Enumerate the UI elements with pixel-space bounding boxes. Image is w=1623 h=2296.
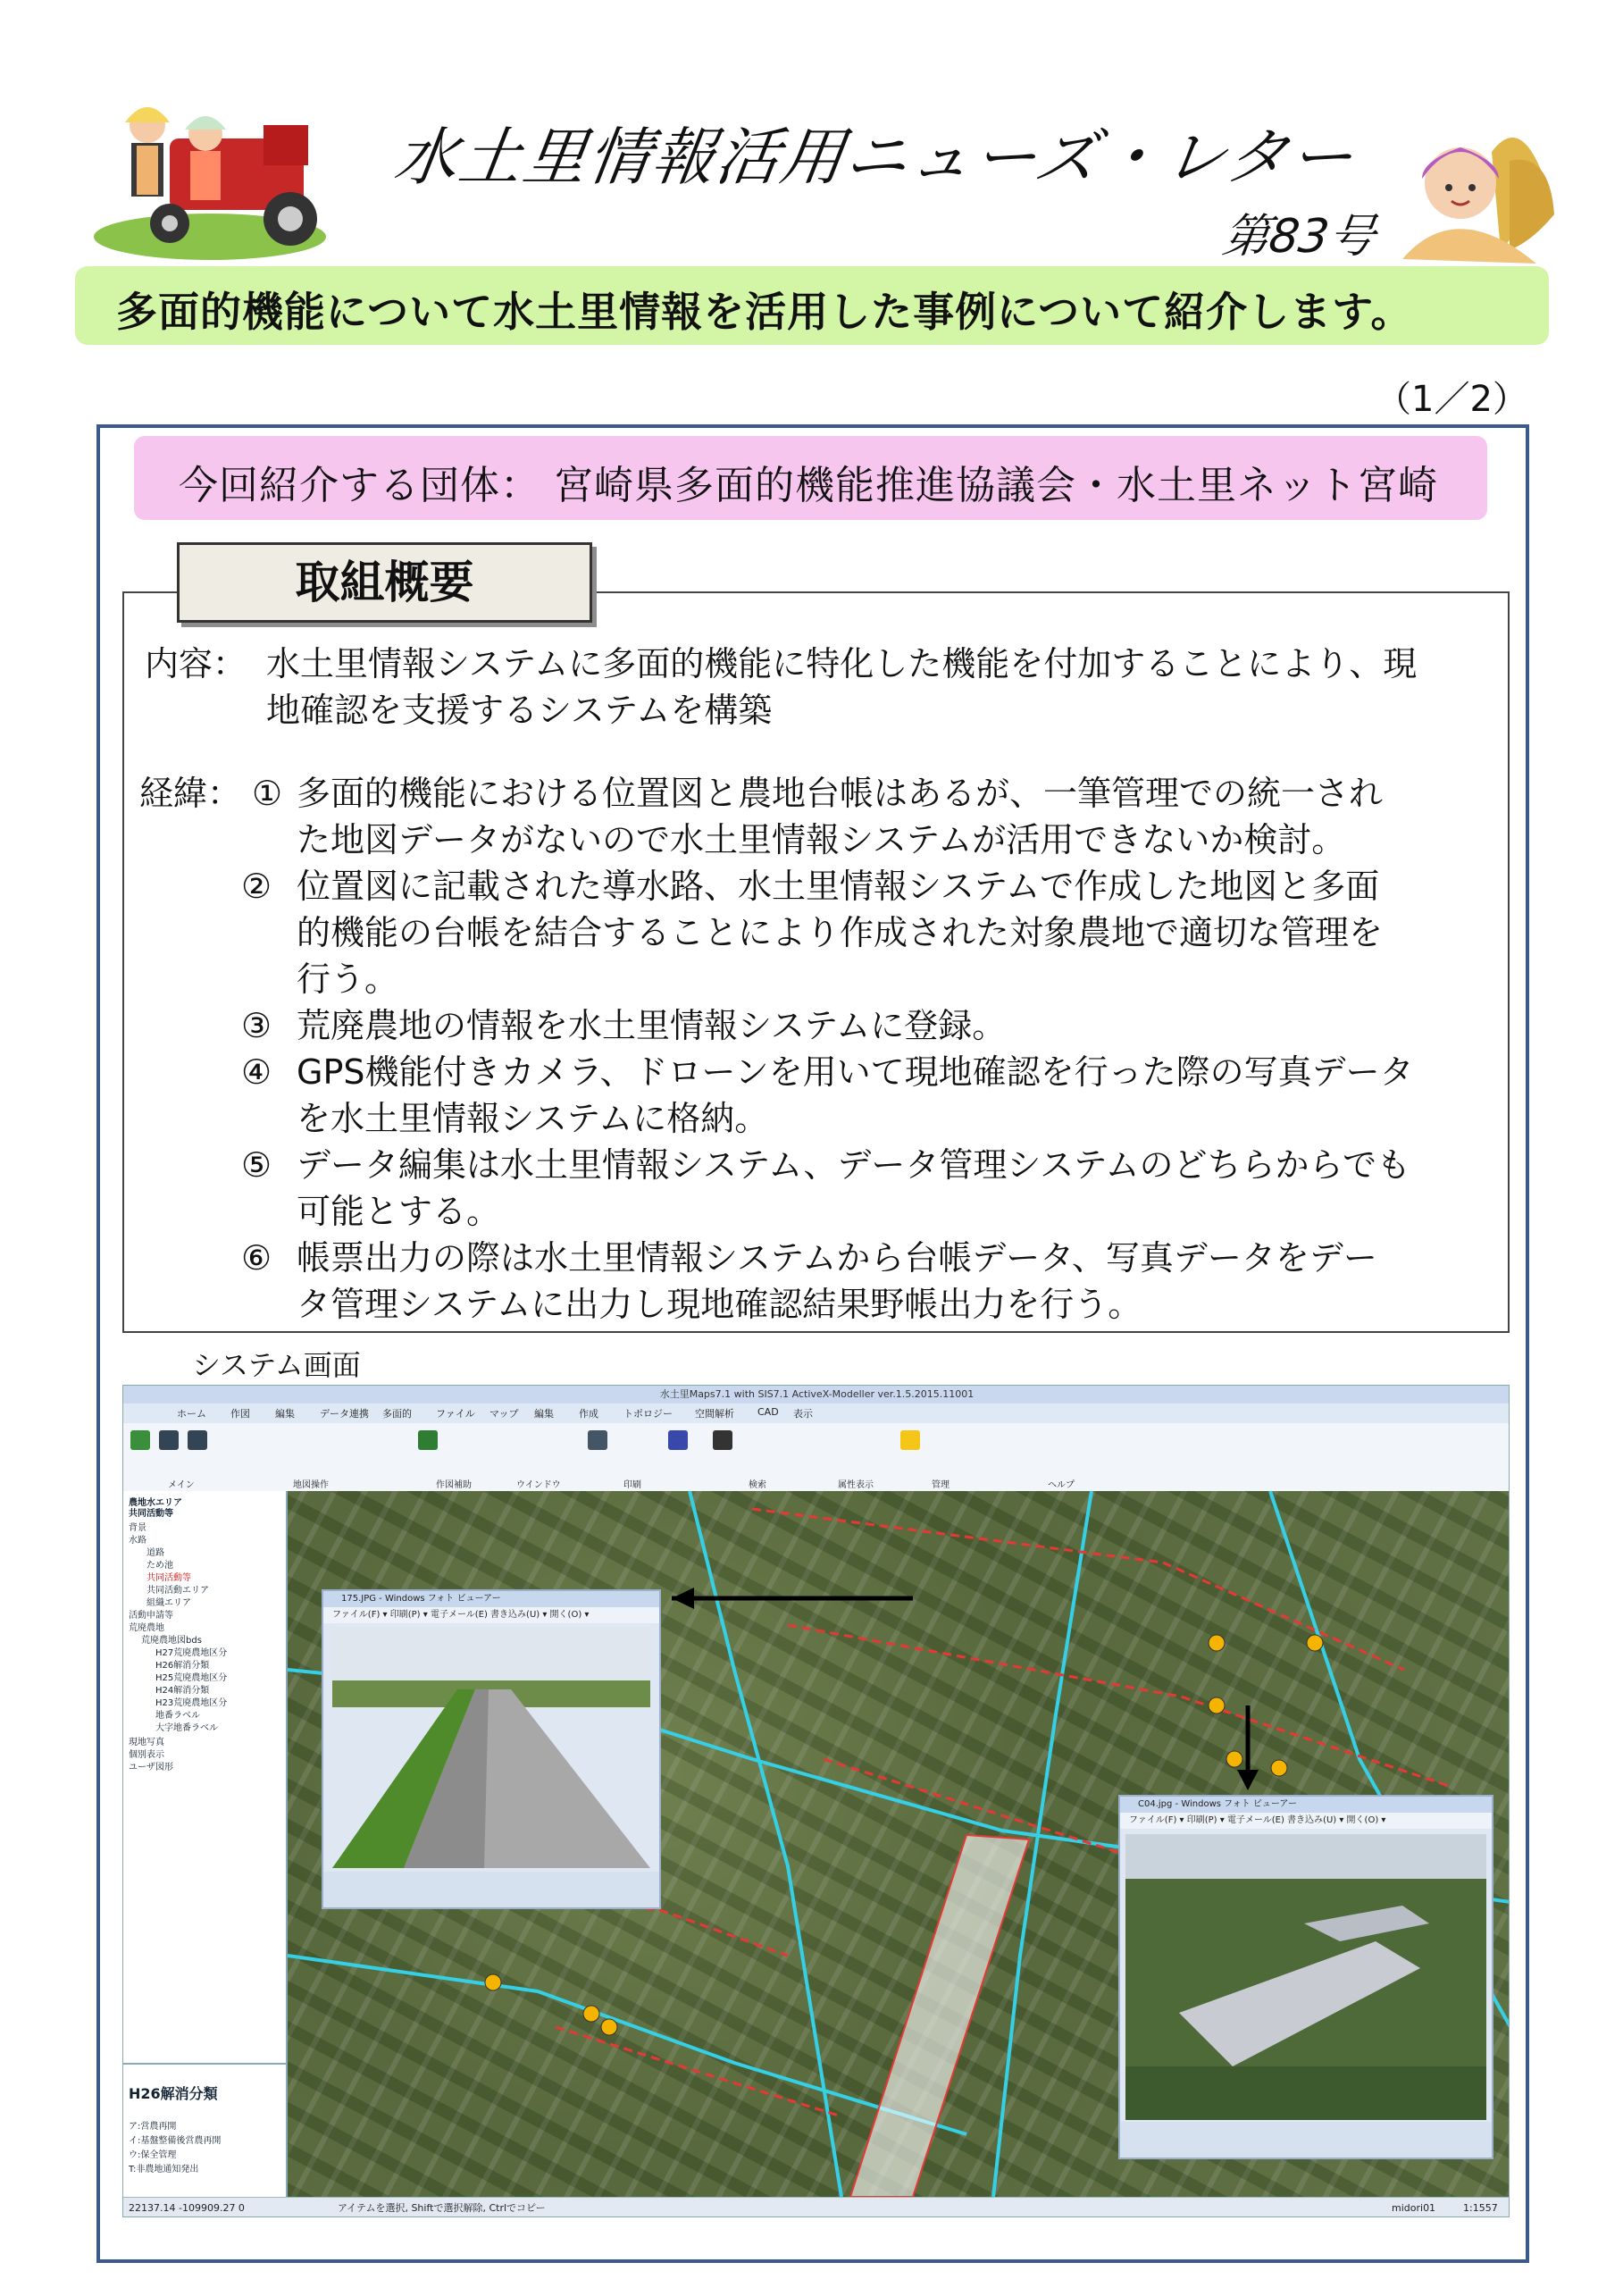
tree-item[interactable]: 地番ラベル: [155, 1711, 200, 1721]
save-as-icon[interactable]: [188, 1430, 207, 1450]
layer-tree-panel: [123, 1491, 288, 2197]
binoculars-icon[interactable]: [713, 1430, 732, 1450]
tree-item[interactable]: 道路: [146, 1548, 164, 1558]
photo-viewer-2-controls[interactable]: [1120, 2122, 1492, 2158]
history-2-line-3: 行う。: [297, 959, 399, 999]
lightbulb-icon[interactable]: [900, 1430, 920, 1450]
content-label: 内容：: [145, 644, 247, 683]
ribbon-group-help: ヘルプ: [1048, 1480, 1075, 1490]
history-marker-4: ④: [241, 1052, 272, 1092]
newsletter-title: 水土里情報活用ニューズ・レター: [389, 121, 1359, 194]
ribbon-tabs: [123, 1404, 1510, 1424]
legend-item: T:非農地通知発出: [129, 2165, 199, 2174]
screenshot-caption: システム画面: [192, 1348, 361, 1382]
ribbon-group-window: ウインドウ: [516, 1480, 561, 1490]
ribbon-group-print: 印刷: [623, 1480, 641, 1490]
history-marker-1: ①: [252, 774, 283, 813]
tab-map[interactable]: マップ: [489, 1408, 519, 1420]
tab-edit[interactable]: 編集: [275, 1408, 295, 1420]
photo-viewer-2-menu[interactable]: ファイル(F) ▾ 印刷(P) ▾ 電子メール(E) 書き込み(U) ▾ 開く(O) ▾: [1120, 1813, 1492, 1829]
aerial-drone-photo: [1125, 1834, 1486, 2120]
history-6-line-2: タ管理システムに出力し現地確認結果野帳出力を行う。: [297, 1285, 1142, 1324]
tree-item[interactable]: 個別表示: [129, 1750, 164, 1760]
tree-item[interactable]: 共同活動等: [129, 1509, 173, 1519]
tree-item[interactable]: 共同活動等: [146, 1573, 191, 1583]
tree-item[interactable]: 大字地番ラベル: [155, 1723, 218, 1733]
headline-text: 多面的機能について水土里情報を活用した事例について紹介します。: [116, 288, 1413, 336]
photo-viewer-1[interactable]: [322, 1589, 661, 1909]
legend-panel: [123, 2063, 286, 2199]
page-number: （1／2）: [1376, 379, 1528, 420]
draw-icon[interactable]: [418, 1430, 438, 1450]
rice-girl-illustration: [1385, 116, 1563, 277]
legend-title: H26解消分類: [129, 2085, 218, 2102]
history-label: 経緯：: [139, 774, 242, 813]
save-icon[interactable]: [159, 1430, 179, 1450]
ribbon-group-attr: 属性表示: [838, 1480, 874, 1490]
photo-viewer-1-menu[interactable]: ファイル(F) ▾ 印刷(P) ▾ 電子メール(E) 書き込み(U) ▾ 開く(O) ▾: [323, 1607, 659, 1623]
ribbon-group-search: 検索: [749, 1480, 766, 1490]
history-1-line-1: 多面的機能における位置図と農地台帳はあるが、一筆管理での統一され: [297, 774, 1384, 813]
status-user: midori01: [1392, 2202, 1436, 2214]
legend-item: ウ:保全管理: [129, 2150, 177, 2160]
tree-item[interactable]: H25荒廃農地区分: [155, 1673, 228, 1683]
ribbon-group-main: メイン: [168, 1480, 195, 1490]
history-4-line-1: GPS機能付きカメラ、ドローンを用いて現地確認を行った際の写真データ: [297, 1052, 1414, 1092]
status-coords: 22137.14 -109909.27 0: [129, 2202, 245, 2214]
system-screenshot: [122, 1385, 1510, 2217]
history-1-line-2: た地図データがないので水土里情報システムが活用できないか検討。: [297, 820, 1346, 859]
road-photo: [332, 1627, 650, 1868]
legend-item: イ:基盤整備後営農再開: [129, 2136, 222, 2146]
history-2-line-1: 位置図に記載された導水路、水土里情報システムで作成した地図と多面: [297, 867, 1380, 906]
content-line-1: 水土里情報システムに多面的機能に特化した機能を付加することにより、現: [266, 644, 1418, 683]
ribbon-group-map-ops: 地図操作: [293, 1480, 329, 1490]
tree-item[interactable]: 背景: [129, 1523, 146, 1533]
history-2-line-2: 的機能の台帳を結合することにより作成された対象農地で適切な管理を: [297, 913, 1384, 952]
tab-view[interactable]: 表示: [793, 1408, 813, 1420]
ribbon: [123, 1423, 1510, 1492]
photo-viewer-1-controls[interactable]: [323, 1872, 659, 1907]
tab-cad[interactable]: CAD: [757, 1406, 779, 1418]
tree-item[interactable]: 現地写真: [129, 1738, 164, 1747]
tab-topology[interactable]: トポロジー: [623, 1408, 673, 1420]
tab-create[interactable]: 作成: [579, 1408, 598, 1420]
overview-tab-label: 取組概要: [177, 542, 592, 623]
content-line-2: 地確認を支援するシステムを構築: [266, 691, 773, 730]
tree-item[interactable]: 組織エリア: [146, 1598, 191, 1608]
tree-item[interactable]: H27荒廃農地区分: [155, 1648, 228, 1658]
photo-viewer-2-title: C04.jpg - Windows フォト ビューアー: [1120, 1797, 1492, 1813]
organization-text: 今回紹介する団体： 宮崎県多面的機能推進協議会・水土里ネット宮崎: [179, 463, 1438, 508]
status-text: アイテムを選択, Shiftで選択解除, Ctrlでコピー: [338, 2202, 546, 2214]
tab-draw[interactable]: 作図: [230, 1408, 250, 1420]
farmers-tractor-illustration: [85, 85, 344, 264]
tree-item[interactable]: H24解消分類: [155, 1686, 210, 1696]
tree-item[interactable]: H26解消分類: [155, 1661, 210, 1671]
history-5-line-2: 可能とする。: [297, 1192, 501, 1231]
tree-item[interactable]: 荒廃農地図bds: [141, 1636, 202, 1646]
tab-spatial-analysis[interactable]: 空間解析: [695, 1408, 734, 1420]
issue-number: 第83号: [1219, 210, 1379, 264]
map-canvas[interactable]: [288, 1491, 1510, 2197]
status-scale: 1:1557: [1463, 2202, 1498, 2214]
print-icon[interactable]: [588, 1430, 607, 1450]
ribbon-group-manage: 管理: [932, 1480, 950, 1490]
tab-data-link[interactable]: データ連携: [320, 1408, 369, 1420]
history-5-line-1: データ編集は水土里情報システム、データ管理システムのどちらからでも: [297, 1145, 1411, 1185]
tree-item[interactable]: 水路: [129, 1536, 146, 1546]
tree-item[interactable]: 活動申請等: [129, 1611, 173, 1621]
history-marker-6: ⑥: [241, 1238, 272, 1278]
history-marker-5: ⑤: [241, 1145, 272, 1185]
exit-icon[interactable]: [130, 1430, 150, 1450]
tree-item[interactable]: 農地水エリア: [129, 1498, 182, 1508]
history-marker-2: ②: [241, 867, 272, 906]
legend-item: ア:営農再開: [129, 2122, 177, 2132]
tree-item[interactable]: ため池: [146, 1561, 173, 1571]
tree-item[interactable]: 荒廃農地: [129, 1623, 164, 1633]
ribbon-group-draw-aid: 作図補助: [436, 1480, 472, 1490]
status-bar: [123, 2197, 1510, 2217]
tree-item[interactable]: ユーザ図形: [129, 1763, 173, 1772]
tab-file[interactable]: ファイル: [436, 1408, 475, 1420]
tab-tamenteki[interactable]: 多面的: [382, 1408, 412, 1420]
tree-item[interactable]: 共同活動エリア: [146, 1586, 209, 1596]
photo-viewer-1-title: 175.JPG - Windows フォト ビューアー: [323, 1591, 659, 1607]
history-4-line-2: を水土里情報システムに格納。: [297, 1099, 769, 1138]
photo-viewer-2[interactable]: [1118, 1795, 1493, 2159]
tree-item[interactable]: H23荒廃農地区分: [155, 1698, 228, 1708]
history-marker-3: ③: [241, 1006, 272, 1045]
app-titlebar: 水土里Maps7.1 with SIS7.1 ActiveX-Modeller ver.1.5.2015.11001: [123, 1386, 1510, 1404]
tab-edit-2[interactable]: 編集: [534, 1408, 554, 1420]
history-6-line-1: 帳票出力の際は水土里情報システムから台帳データ、写真データをデー: [297, 1238, 1377, 1278]
tab-home[interactable]: ホーム: [177, 1408, 206, 1420]
history-3-line-1: 荒廃農地の情報を水土里情報システムに登録。: [297, 1006, 1007, 1045]
grid-print-icon[interactable]: [668, 1430, 688, 1450]
